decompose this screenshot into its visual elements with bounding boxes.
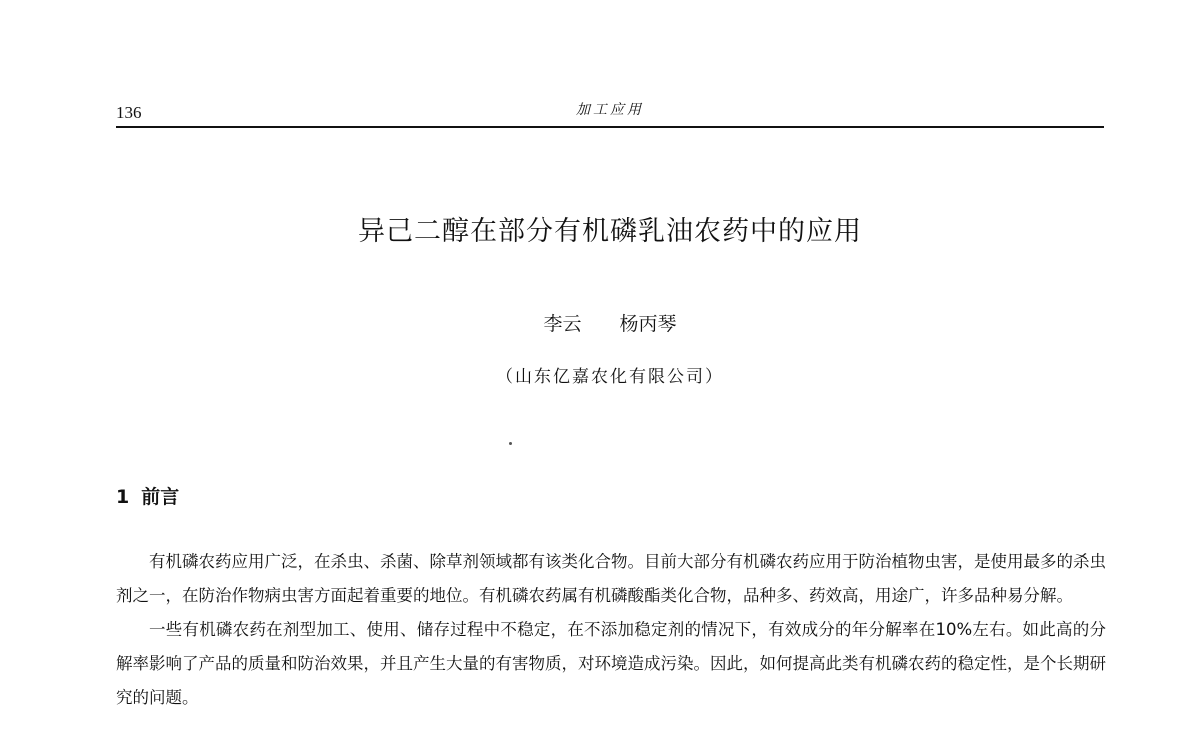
scan-speck bbox=[509, 442, 512, 445]
author-name: 李云 bbox=[543, 313, 582, 335]
body-text bbox=[116, 545, 1106, 715]
author-affiliation: （山东亿嘉农化有限公司） bbox=[496, 367, 724, 387]
author-list bbox=[116, 312, 1104, 336]
journal-section-label: 加工应用 bbox=[576, 102, 644, 118]
section-heading bbox=[116, 484, 179, 510]
paragraph: 一些有机磷农药在剂型加工、使用、储存过程中不稳定，在不添加稳定剂的情况下，有效成分的年分解率在10%左右。如此高的分解率影响了产品的质量和防治效果，并且产生大量的有害物质，对环境造成污染。因此，如何提高此类有机磷农药的稳定性，是个长期研究的问题。 bbox=[116, 620, 1106, 707]
page-number: 136 bbox=[116, 103, 142, 122]
section-number: 1 bbox=[116, 486, 130, 508]
paragraph: 有机磷农药应用广泛，在杀虫、杀菌、除草剂领域都有该类化合物。目前大部分有机磷农药应用于防治植物虫害，是使用最多的杀虫剂之一，在防治作物病虫害方面起着重要的地位。有机磷农药属有机磷酸酯类化合物，品种多、药效高，用途广，许多品种易分解。 bbox=[116, 552, 1106, 605]
section-title: 前言 bbox=[141, 486, 180, 508]
article-title: 异己二醇在部分有机磷乳油农药中的应用 bbox=[358, 216, 862, 247]
running-header bbox=[116, 96, 1104, 128]
author-name: 杨丙琴 bbox=[619, 313, 677, 335]
